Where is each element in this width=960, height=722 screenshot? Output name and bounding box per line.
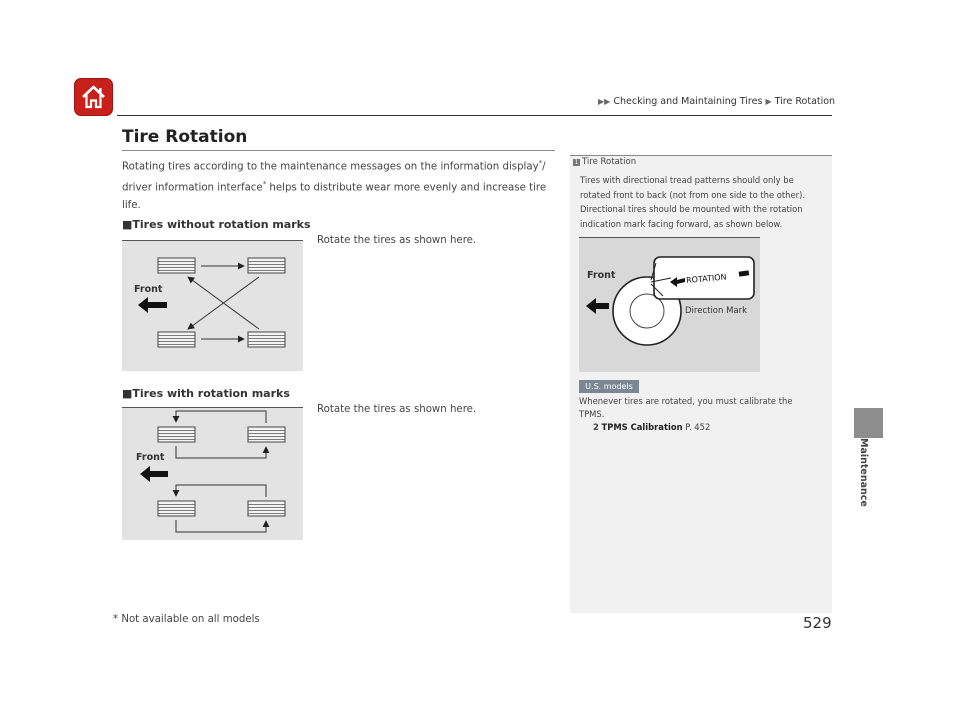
header-rule: [117, 115, 832, 116]
tire-rear-right: [248, 332, 285, 347]
page-number: 529: [803, 614, 832, 632]
sidebar-heading: Tire Rotation: [582, 157, 637, 167]
tire-rear-right: [248, 501, 285, 516]
front-arrow-icon: [138, 297, 167, 313]
tire-front-right: [158, 501, 195, 516]
front-arrow-icon: [140, 466, 168, 482]
tire-front-left: [158, 258, 195, 273]
breadcrumb-arrow-icon: ▶▶: [598, 97, 611, 106]
sidebar-text-tpms: Whenever tires are rotated, you must calibrate the TPMS.: [579, 396, 793, 419]
footnote-marker: *: [262, 179, 267, 188]
tire-rear-left: [248, 258, 285, 273]
front-label: Front: [587, 270, 616, 281]
rotation-arrow: [176, 520, 266, 532]
home-button[interactable]: [74, 78, 113, 116]
footnote: * Not available on all models: [113, 614, 260, 625]
tire-front-right: [158, 332, 195, 347]
front-arrow-icon: [586, 298, 609, 314]
breadcrumb-item-checking[interactable]: Checking and Maintaining Tires: [613, 96, 763, 107]
section-heading-with-marks: ■Tires with rotation marks: [122, 387, 290, 400]
tpms-link-page: P. 452: [685, 422, 711, 432]
tpms-link-label: TPMS Calibration: [601, 422, 683, 432]
tpms-calibration-link[interactable]: [593, 422, 710, 432]
home-icon: [75, 79, 112, 115]
breadcrumb-arrow-icon: ▶: [765, 97, 772, 106]
footnote-marker: *: [538, 159, 543, 167]
tire-front-left: [158, 427, 195, 442]
rotation-arrow: [176, 411, 266, 423]
breadcrumb: [598, 96, 835, 107]
direction-mark-figure: [579, 237, 760, 372]
chapter-tab[interactable]: [854, 408, 883, 438]
page-title: Tire Rotation: [122, 127, 248, 147]
chapter-tab-label: Maintenance: [858, 438, 869, 507]
title-rule: [122, 150, 555, 151]
rotation-arrow: [176, 485, 266, 497]
rotation-diagram-straight: [122, 407, 303, 540]
rotation-arrow: [176, 446, 266, 458]
section-heading-no-marks: ■Tires without rotation marks: [122, 218, 311, 231]
front-label: Front: [136, 452, 165, 463]
rotation-instruction: Rotate the tires as shown here.: [317, 404, 477, 415]
sidebar-text: Tires with directional tread patterns should only be rotated front to back (not from one side to the other). Directional tires should be mounted with the rotation indication mark facing forward, as shown below.: [580, 175, 806, 229]
region-badge: U.S. models: [579, 380, 639, 393]
intro-paragraph: Rotating tires according to the maintenance messages on the information display*/ driver information interface* helps to distribute wear more evenly and increase tire life.: [122, 159, 547, 211]
direction-mark-label: Direction Mark: [685, 306, 748, 316]
sidebar-ref-icon: 1: [574, 159, 579, 166]
rotation-diagram-straight-svg: [122, 408, 303, 540]
front-label: Front: [134, 284, 163, 295]
direction-mark-svg: [579, 238, 760, 372]
breadcrumb-item-current: Tire Rotation: [774, 96, 836, 107]
rotation-mark-text: ROTATION: [685, 272, 727, 285]
ref-arrow-icon: 2: [593, 422, 599, 432]
rotation-diagram-cross-svg: [122, 241, 303, 371]
rotation-diagram-cross: [122, 240, 303, 371]
tire-rear-left: [248, 427, 285, 442]
rotation-instruction: Rotate the tires as shown here.: [317, 235, 477, 246]
